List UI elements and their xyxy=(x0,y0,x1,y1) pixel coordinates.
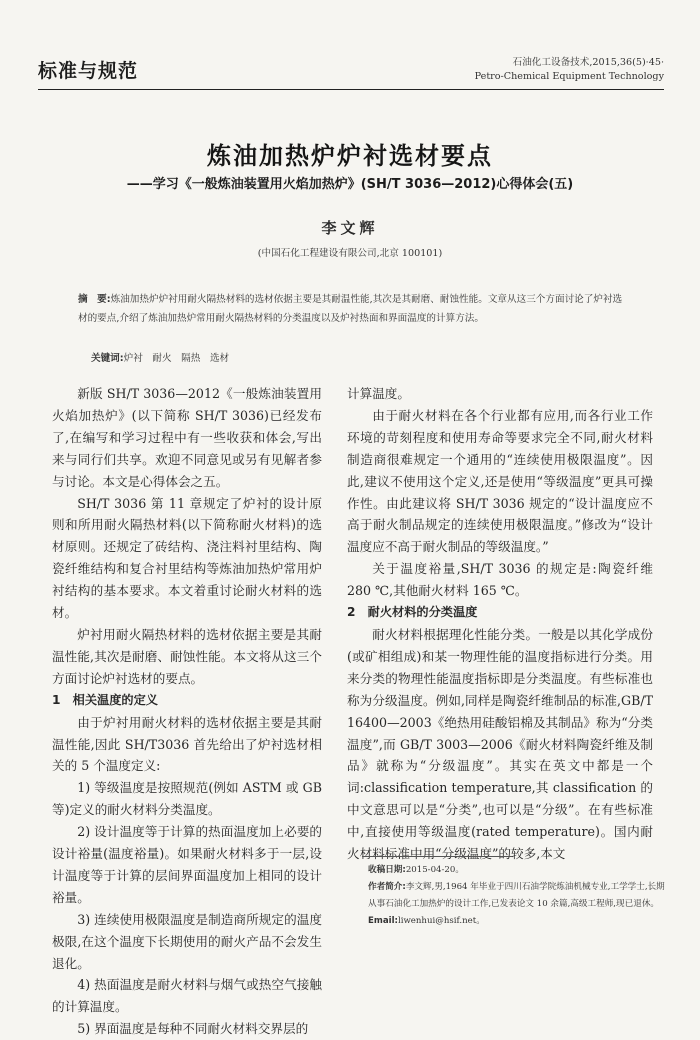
paragraph: 关于温度裕量,SH/T 3036 的规定是:陶瓷纤维 280 ℃,其他耐火材料 165 ℃。 xyxy=(347,561,653,599)
footnote xyxy=(368,862,668,930)
journal-info xyxy=(475,56,664,84)
author-affiliation: (中国石化工程建设有限公司,北京 100101) xyxy=(257,248,443,259)
section-heading-2: 2 耐火材料的分类温度 xyxy=(347,605,478,620)
author-email: Email:liwenhui@hsif.net。 xyxy=(368,916,485,926)
body-column-left xyxy=(52,383,322,1040)
list-item: 2) 设计温度等于计算的热面温度加上必要的设计裕量(温度裕量)。如果耐火材料多于一层,设计温度等于计算的层间界面温度加上相同的设计裕量。 xyxy=(52,824,322,905)
abstract-text: 炼油加热炉炉衬用耐火隔热材料的选材依据主要是其耐温性能,其次是其耐磨、耐蚀性能。文章从这三个方面讨论了炉衬选材的要点,介绍了炼油加热炉常用耐火隔热材料的分类温度以及炉衬热面和界面温度的计算方法。 xyxy=(78,294,623,324)
list-item: 1) 等级温度是按照规范(例如 ASTM 或 GB 等)定义的耐火材料分类温度。 xyxy=(52,780,322,818)
section-title: 标准与规范 xyxy=(38,60,139,82)
list-item: 5) 界面温度是每种不同耐火材料交界层的 xyxy=(77,1021,309,1037)
abstract-label: 摘 要: xyxy=(78,294,111,305)
abstract xyxy=(78,290,626,328)
page-header xyxy=(38,44,664,90)
header-divider xyxy=(38,89,664,90)
list-item: 3) 连续使用极限温度是制造商所规定的温度极限,在这个温度下长期使用的耐火产品不会发生退化。 xyxy=(52,911,322,971)
body-column-right xyxy=(347,383,653,865)
paragraph: SH/T 3036 第 11 章规定了炉衬的设计原则和所用耐火隔热材料(以下简称耐火材料)的选材原则。还规定了砖结构、浇注料衬里结构、陶瓷纤维结构和复合衬里结构等炼油加热炉常用炉衬结构的基本要求。本文着重讨论耐火材料的选材。 xyxy=(52,495,322,621)
article-subtitle: ——学习《一般炼油装置用火焰加热炉》(SH/T 3036—2012)心得体会(五) xyxy=(126,177,574,192)
footnote-divider xyxy=(362,856,512,857)
keywords xyxy=(91,350,611,364)
paragraph: 由于耐火材料在各个行业都有应用,而各行业工作环境的苛刻程度和使用寿命等要求完全不同,耐火材料制造商很难规定一个通用的“连续使用极限温度”。因此,建议不使用这个定义,还是使用“等级温度”更具可操作性。由此建议将 SH/T 3036 规定的“设计温度应不高于耐火制品规定的连续使用极限温度。”修改为“设计温度应不高于耐火制品的等级温度。” xyxy=(347,407,653,555)
paragraph: 由于炉衬用耐火材料的选材依据主要是其耐温性能,因此 SH/T3036 首先给出了炉衬选材相关的 5 个温度定义: xyxy=(52,714,322,774)
keywords-label: 关键词: xyxy=(91,353,124,364)
paragraph: 计算温度。 xyxy=(347,386,410,401)
journal-name-en: Petro-Chemical Equipment Technology xyxy=(474,71,664,82)
paragraph: 耐火材料根据理化性能分类。一般是以其化学成份(或矿相组成)和某一物理性能的温度指标进行分类。用来分类的物理性能温度指标即是分类温度。有些标准也称为分级温度。例如,同样是陶瓷纤维制品的标准,GB/T 16400—2003《绝热用硅酸铝棉及其制品》称为“分类温度”,而 GB/T 3003—2006《耐火材料陶瓷纤维及制品》就称为“分级温度”。其实在英文中都是一个词:classification temperature,其 classification 的中文意思可以是“分类”,也可以是“分级”。在有些标准中,直接使用等级温度(rated temperature)。国内耐火材料标准中用“分级温度”的较多,本文 xyxy=(347,626,653,862)
article-title: 炼油加热炉炉衬选材要点 xyxy=(207,142,493,170)
keywords-text: 炉衬 耐火 隔热 选材 xyxy=(123,353,230,364)
journal-citation-cn: 石油化工设备技术,2015,36(5)·45· xyxy=(512,57,664,68)
paragraph: 新版 SH/T 3036—2012《一般炼油装置用火焰加热炉》(以下简称 SH/T 3036)已经发布了,在编写和学习过程中有一些收获和体会,写出来与同行们共享。欢迎不同意见或另有见解者参与讨论。本文是心得体会之五。 xyxy=(52,386,322,489)
author-bio: 作者简介:李文辉,男,1964 年毕业于四川石油学院炼油机械专业,工学学士,长期从事石油化工加热炉的设计工作,已发表论文 10 余篇,高级工程师,现已退休。 xyxy=(368,882,665,909)
list-item: 4) 热面温度是耐火材料与烟气或热空气接触的计算温度。 xyxy=(52,977,322,1015)
paragraph: 炉衬用耐火隔热材料的选材依据主要是其耐温性能,其次是耐磨、耐蚀性能。本文将从这三个方面讨论炉衬选材的要点。 xyxy=(52,626,322,686)
received-date: 收稿日期:2015-04-20。 xyxy=(368,865,464,875)
section-heading-1: 1 相关温度的定义 xyxy=(52,692,158,707)
author-name: 李文辉 xyxy=(321,219,379,237)
